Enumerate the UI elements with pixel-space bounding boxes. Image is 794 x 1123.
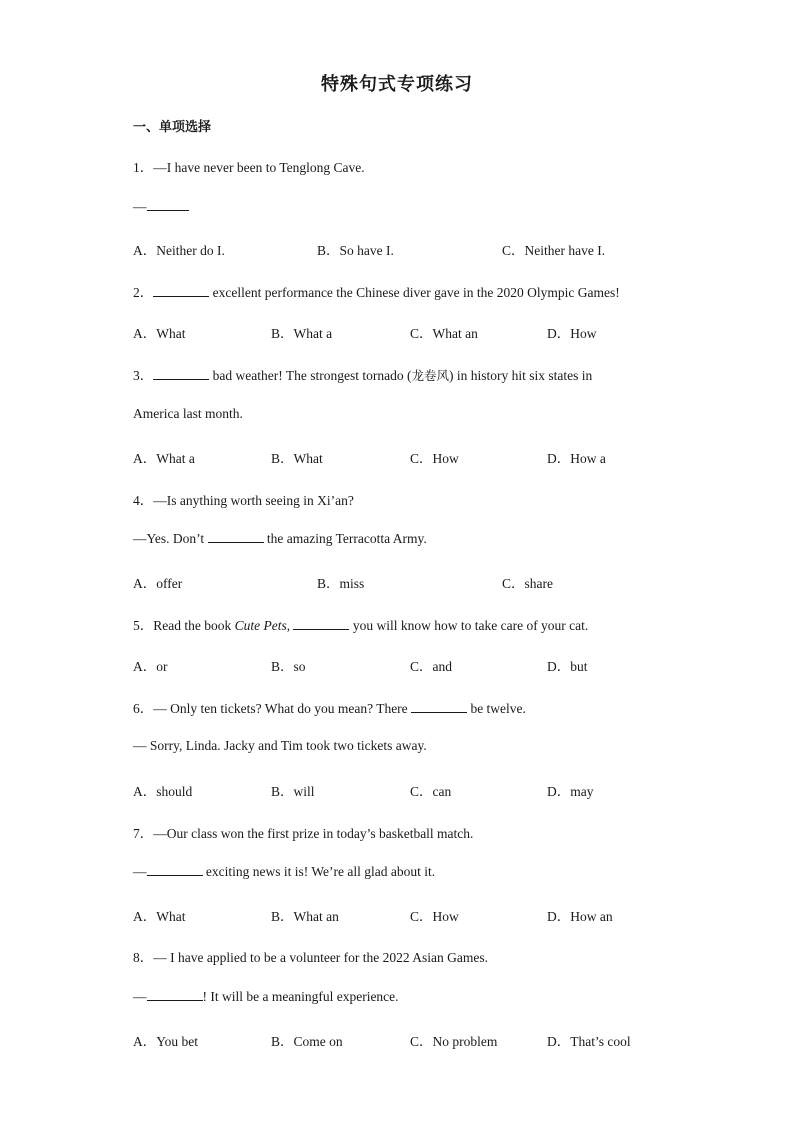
option-a[interactable]: A．should <box>133 784 193 799</box>
question-7-reply <box>133 863 435 880</box>
question-number: 3． <box>133 368 154 383</box>
question-8-reply <box>133 988 399 1005</box>
answer-blank[interactable] <box>293 617 349 630</box>
option-b[interactable]: B．What an <box>271 909 339 924</box>
page-title: 特殊句式专项练习 <box>321 74 473 95</box>
question-6-stem <box>133 697 526 717</box>
option-c[interactable]: C．How <box>410 451 459 466</box>
option-b[interactable]: B．What <box>271 451 323 466</box>
section-heading: 一、单项选择 <box>133 120 212 135</box>
option-c[interactable]: C．share <box>502 576 553 591</box>
option-b[interactable]: B．What a <box>271 326 333 341</box>
question-5-stem <box>133 614 588 634</box>
question-text: Read the book <box>153 618 235 633</box>
option-c[interactable]: C．and <box>410 659 452 674</box>
question-8-stem <box>133 946 488 966</box>
question-text: bad weather! The strongest tornado ( <box>209 368 412 383</box>
question-text: —I have never been to Tenglong Cave. <box>153 160 365 175</box>
reply-dash: — <box>133 199 147 214</box>
option-d[interactable]: D．How a <box>547 451 606 466</box>
answer-blank[interactable] <box>208 530 264 543</box>
question-text-cont: you will know how to take care of your cat. <box>349 618 589 633</box>
option-c[interactable]: C．What an <box>410 326 478 341</box>
answer-blank[interactable] <box>147 863 203 876</box>
option-a[interactable]: A．offer <box>133 576 183 591</box>
chinese-gloss: 龙卷风 <box>411 368 449 383</box>
question-text-cont: be twelve. <box>467 701 526 716</box>
option-a[interactable]: A．or <box>133 659 168 674</box>
option-b[interactable]: B．so <box>271 659 306 674</box>
answer-blank[interactable] <box>153 367 209 380</box>
question-text: — Only ten tickets? What do you mean? There <box>153 701 412 716</box>
answer-blank[interactable] <box>411 700 467 713</box>
question-number: 7． <box>133 826 154 841</box>
option-c[interactable]: C．can <box>410 784 452 799</box>
answer-blank[interactable] <box>147 198 189 211</box>
option-b[interactable]: B．So have I. <box>317 243 394 258</box>
option-b[interactable]: B．miss <box>317 576 365 591</box>
option-d[interactable]: D．How <box>547 326 597 341</box>
question-7-stem <box>133 822 473 842</box>
option-b[interactable]: B．will <box>271 784 315 799</box>
option-a[interactable]: A．What <box>133 909 186 924</box>
question-2-stem <box>133 281 620 301</box>
question-text-comma: , <box>286 618 294 633</box>
question-number: 1． <box>133 160 154 175</box>
question-4-reply <box>133 530 427 547</box>
answer-blank[interactable] <box>147 988 203 1001</box>
question-text-cont: ) in history hit six states in <box>448 368 593 383</box>
option-d[interactable]: D．That’s cool <box>547 1034 631 1049</box>
reply-text: —Yes. Don’t <box>133 531 208 546</box>
question-number: 6． <box>133 701 154 716</box>
question-number: 4． <box>133 493 154 508</box>
question-number: 5． <box>133 618 154 633</box>
option-d[interactable]: D．may <box>547 784 594 799</box>
option-c[interactable]: C．Neither have I. <box>502 243 606 258</box>
question-1-stem <box>133 156 365 176</box>
option-d[interactable]: D．How an <box>547 909 613 924</box>
question-4-stem <box>133 489 354 509</box>
question-6-reply: — Sorry, Linda. Jacky and Tim took two tickets away. <box>133 738 427 753</box>
question-number: 8． <box>133 950 154 965</box>
question-3-stem-line2: America last month. <box>133 406 243 421</box>
question-number: 2． <box>133 285 154 300</box>
book-title: Cute Pets <box>234 618 287 633</box>
option-a[interactable]: A．What <box>133 326 186 341</box>
option-c[interactable]: C．How <box>410 909 459 924</box>
option-c[interactable]: C．No problem <box>410 1034 498 1049</box>
question-text: —Our class won the first prize in today’s basketball match. <box>153 826 474 841</box>
question-text: — I have applied to be a volunteer for the 2022 Asian Games. <box>153 950 489 965</box>
option-a[interactable]: A．What a <box>133 451 195 466</box>
question-1-reply <box>133 198 189 215</box>
question-3-stem <box>133 364 592 384</box>
option-b[interactable]: B．Come on <box>271 1034 343 1049</box>
reply-dash: — <box>133 864 147 879</box>
question-text: —Is anything worth seeing in Xi’an? <box>153 493 354 508</box>
option-a[interactable]: A．Neither do I. <box>133 243 225 258</box>
question-text: excellent performance the Chinese diver gave in the 2020 Olympic Games! <box>209 285 620 300</box>
reply-text: exciting news it is! We’re all glad about it. <box>202 864 436 879</box>
option-d[interactable]: D．but <box>547 659 588 674</box>
reply-text: ! It will be a meaningful experience. <box>202 989 399 1004</box>
reply-dash: — <box>133 989 147 1004</box>
option-a[interactable]: A．You bet <box>133 1034 199 1049</box>
reply-text-cont: the amazing Terracotta Army. <box>263 531 427 546</box>
answer-blank[interactable] <box>153 284 209 297</box>
